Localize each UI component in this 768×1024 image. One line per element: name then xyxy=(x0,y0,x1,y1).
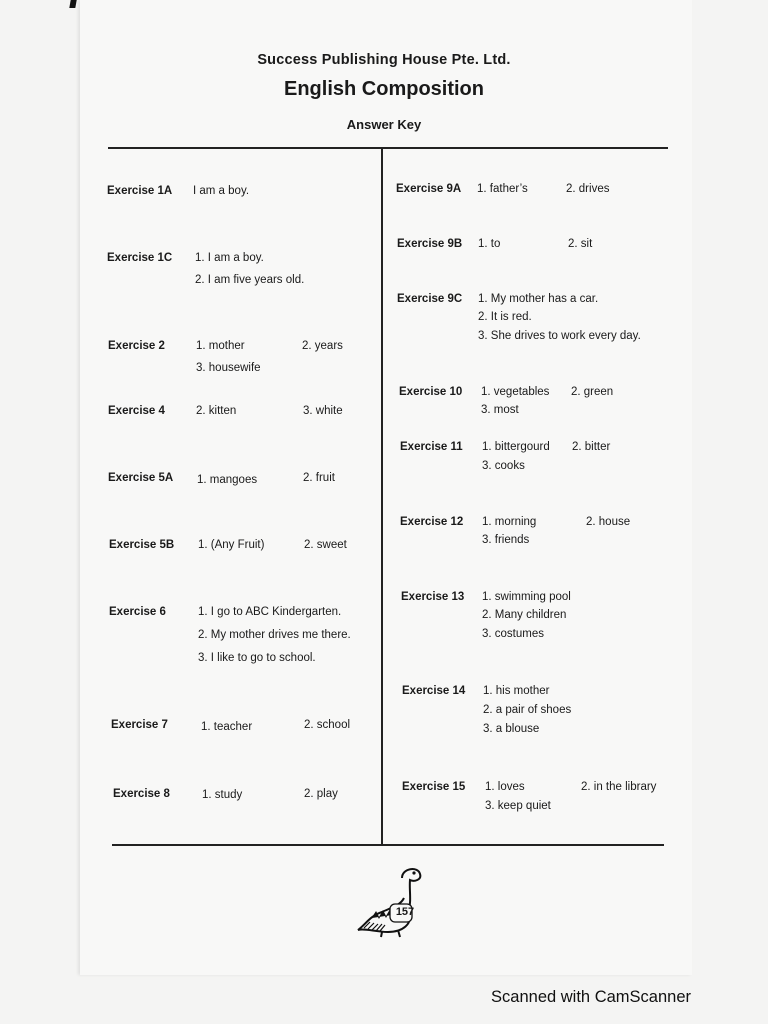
answer: 2. in the library xyxy=(581,781,657,793)
answer: 1. (Any Fruit) xyxy=(198,539,265,551)
top-rule xyxy=(108,147,668,149)
answer: 3. She drives to work every day. xyxy=(478,330,641,342)
exercise-label: Exercise 15 xyxy=(402,781,466,793)
answer: 3. I like to go to school. xyxy=(198,652,316,664)
answer: 3. housewife xyxy=(196,362,261,374)
exercise-label: Exercise 1C xyxy=(107,252,173,264)
answer: 2. a pair of shoes xyxy=(483,704,572,716)
answer: 3. friends xyxy=(482,534,530,546)
answer: 1. bittergourd xyxy=(482,441,550,453)
answer: 2. drives xyxy=(566,183,610,195)
exercise-label: Exercise 13 xyxy=(401,591,465,603)
answer: 3. most xyxy=(481,404,519,416)
exercise-label: Exercise 5B xyxy=(109,539,175,551)
answer: 2. sit xyxy=(568,238,593,250)
answer: 2. play xyxy=(304,788,338,800)
exercise-label: Exercise 8 xyxy=(113,788,170,800)
answer: 3. white xyxy=(303,405,343,417)
answer: 2. school xyxy=(304,719,351,731)
exercise-label: Exercise 5A xyxy=(108,472,174,484)
answer: 1. study xyxy=(202,789,243,801)
answer: 2. years xyxy=(302,340,343,352)
answer: 1. I go to ABC Kindergarten. xyxy=(198,606,342,618)
exercise-label: Exercise 12 xyxy=(400,516,464,528)
camscanner-watermark: Scanned with CamScanner xyxy=(491,988,691,1006)
page-title: English Composition xyxy=(284,78,484,100)
answer: 1. mother xyxy=(196,340,245,352)
exercise-label: Exercise 10 xyxy=(399,386,463,398)
answer: 1. his mother xyxy=(483,685,550,697)
answer: 3. a blouse xyxy=(483,723,540,735)
answer: 2. bitter xyxy=(572,441,611,453)
exercise-label: Exercise 7 xyxy=(111,719,168,731)
answer: 2. kitten xyxy=(196,405,237,417)
exercise-label: Exercise 6 xyxy=(109,606,166,618)
answer: 1. loves xyxy=(485,781,525,793)
answer: 3. costumes xyxy=(482,628,544,640)
exercise-label: Exercise 4 xyxy=(108,405,165,417)
exercise-label: Exercise 9A xyxy=(396,183,462,195)
answer: 2. green xyxy=(571,386,614,398)
exercise-label: Exercise 9C xyxy=(397,293,463,305)
answer: 1. vegetables xyxy=(481,386,550,398)
answer: 1. I am a boy. xyxy=(195,252,264,264)
exercise-label: Exercise 9B xyxy=(397,238,463,250)
page-subtitle: Answer Key xyxy=(346,117,422,132)
answer: 2. fruit xyxy=(303,472,335,484)
answer: 1. swimming pool xyxy=(482,591,571,603)
answer: 2. house xyxy=(586,516,631,528)
answer: 2. sweet xyxy=(304,539,347,551)
page-number: 157 xyxy=(395,906,415,918)
scan-corner-mark xyxy=(69,0,76,8)
answer: I am a boy. xyxy=(193,185,250,197)
bottom-rule xyxy=(112,844,664,846)
answer: 1. teacher xyxy=(201,721,253,733)
answer: 2. My mother drives me there. xyxy=(198,629,351,641)
answer: 2. Many children xyxy=(482,609,567,621)
exercise-label: Exercise 1A xyxy=(107,185,173,197)
answer: 1. morning xyxy=(482,516,537,528)
answer: 1. to xyxy=(478,238,501,250)
answer: 2. I am five years old. xyxy=(195,274,305,286)
column-divider xyxy=(381,147,383,845)
answer: 1. mangoes xyxy=(197,474,258,486)
exercise-label: Exercise 11 xyxy=(400,441,463,453)
answer: 2. It is red. xyxy=(478,311,532,323)
answer: 3. keep quiet xyxy=(485,800,551,812)
answer: 3. cooks xyxy=(482,460,525,472)
exercise-label: Exercise 14 xyxy=(402,685,466,697)
answer: 1. father’s xyxy=(477,183,528,195)
exercise-label: Exercise 2 xyxy=(108,340,165,352)
answer: 1. My mother has a car. xyxy=(478,293,599,305)
publisher-name: Success Publishing House Pte. Ltd. xyxy=(257,52,511,68)
dinosaur-page-icon xyxy=(352,862,432,938)
